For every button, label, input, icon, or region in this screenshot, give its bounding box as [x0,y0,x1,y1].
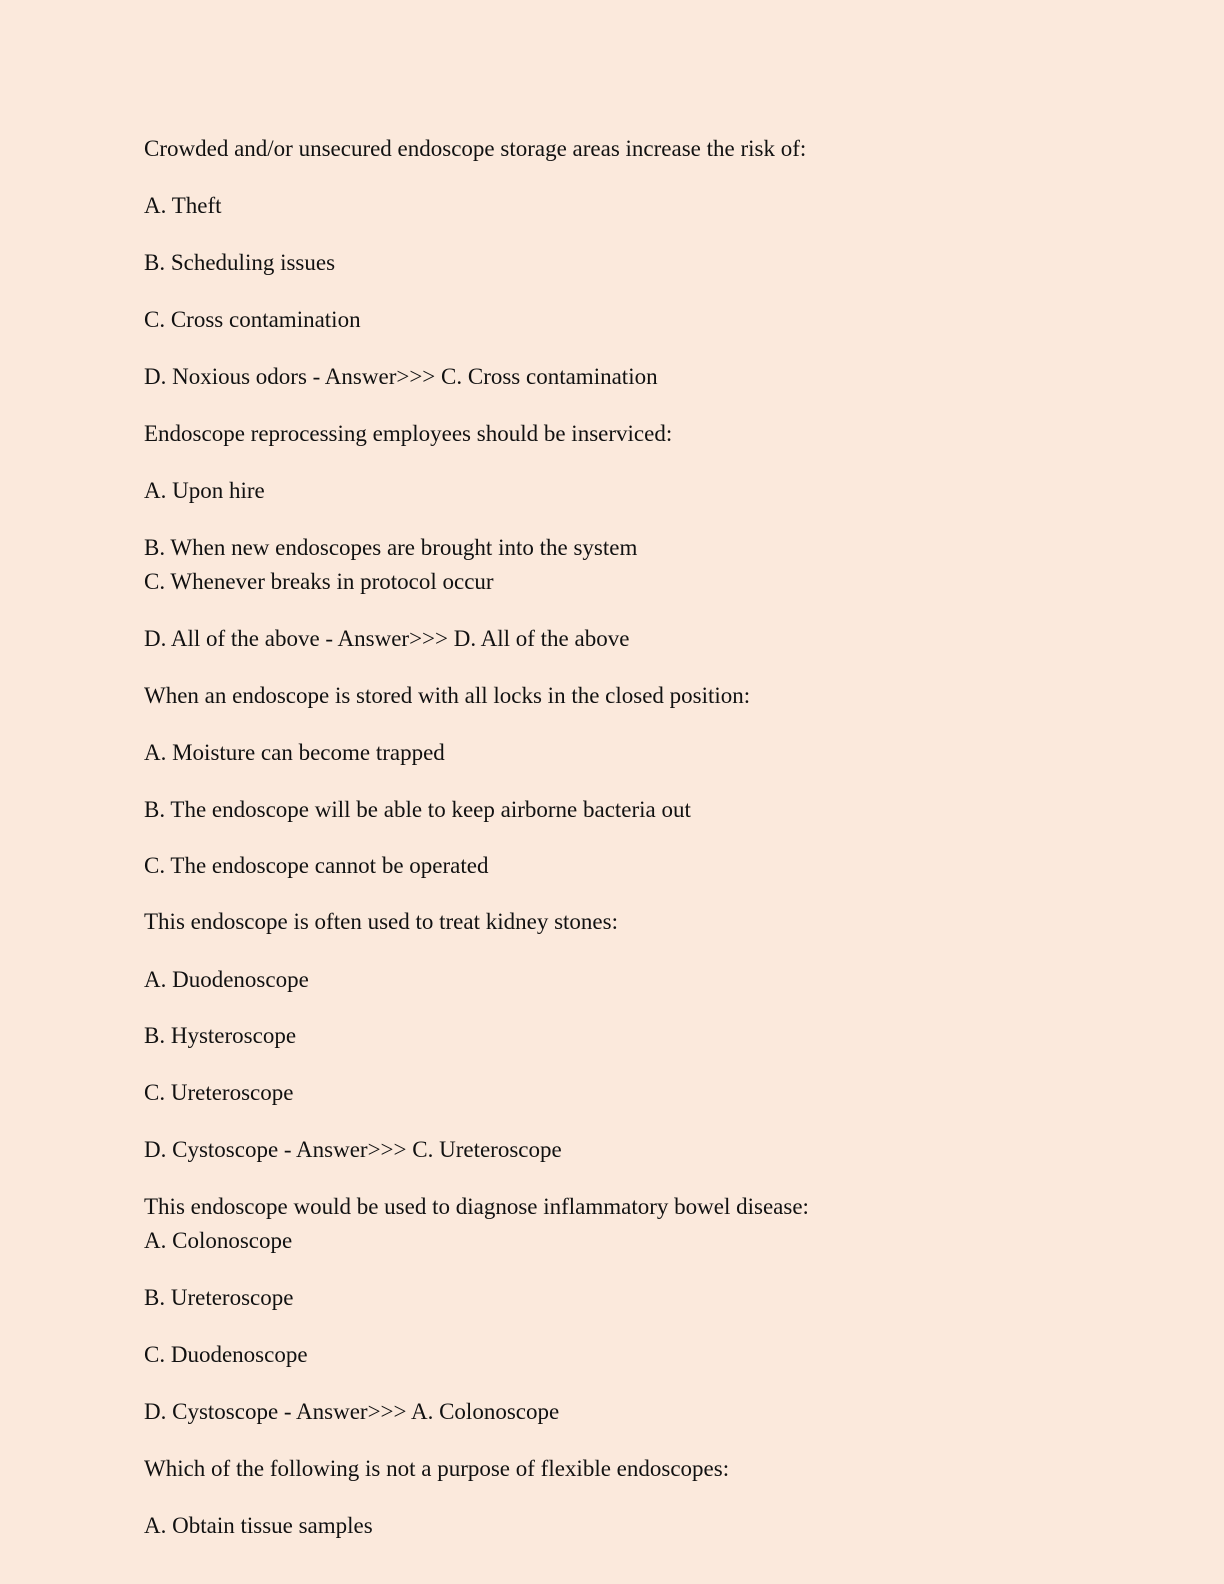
question-1-option-c: C. Cross contamination [144,307,361,332]
question-2-option-c: C. Whenever breaks in protocol occur [144,569,494,594]
question-4-text: This endoscope is often used to treat kidney stones: [144,909,618,934]
question-5-option-a: A. Colonoscope [144,1228,293,1253]
question-1-option-b: B. Scheduling issues [144,250,336,275]
question-6-text: Which of the following is not a purpose of flexible endoscopes: [144,1456,730,1481]
question-5-option-d-answer: D. Cystoscope - Answer>>> A. Colonoscope [144,1399,560,1424]
question-5-text: This endoscope would be used to diagnose inflammatory bowel disease: [144,1194,809,1219]
question-2-option-b: B. When new endoscopes are brought into the system [144,535,638,560]
question-5-option-b: B. Ureteroscope [144,1285,294,1310]
question-3-option-c: C. The endoscope cannot be operated [144,853,489,878]
question-3-option-b: B. The endoscope will be able to keep airborne bacteria out [144,797,691,822]
question-3-text: When an endoscope is stored with all locks in the closed position: [144,683,751,708]
question-5-option-c: C. Duodenoscope [144,1342,308,1367]
question-4-option-a: A. Duodenoscope [144,967,309,992]
question-3-option-a: A. Moisture can become trapped [144,740,445,765]
question-4-option-d-answer: D. Cystoscope - Answer>>> C. Ureteroscope [144,1137,562,1162]
question-6-option-a: A. Obtain tissue samples [144,1513,373,1538]
question-4-option-b: B. Hysteroscope [144,1023,297,1048]
question-1-text: Crowded and/or unsecured endoscope storage areas increase the risk of: [144,136,807,161]
question-2-option-a: A. Upon hire [144,478,265,503]
question-2-text: Endoscope reprocessing employees should be inserviced: [144,421,673,446]
question-1-option-d-answer: D. Noxious odors - Answer>>> C. Cross contamination [144,364,658,389]
question-1-option-a: A. Theft [144,193,222,218]
question-4-option-c: C. Ureteroscope [144,1080,294,1105]
question-2-option-d-answer: D. All of the above - Answer>>> D. All of the above [144,626,630,651]
